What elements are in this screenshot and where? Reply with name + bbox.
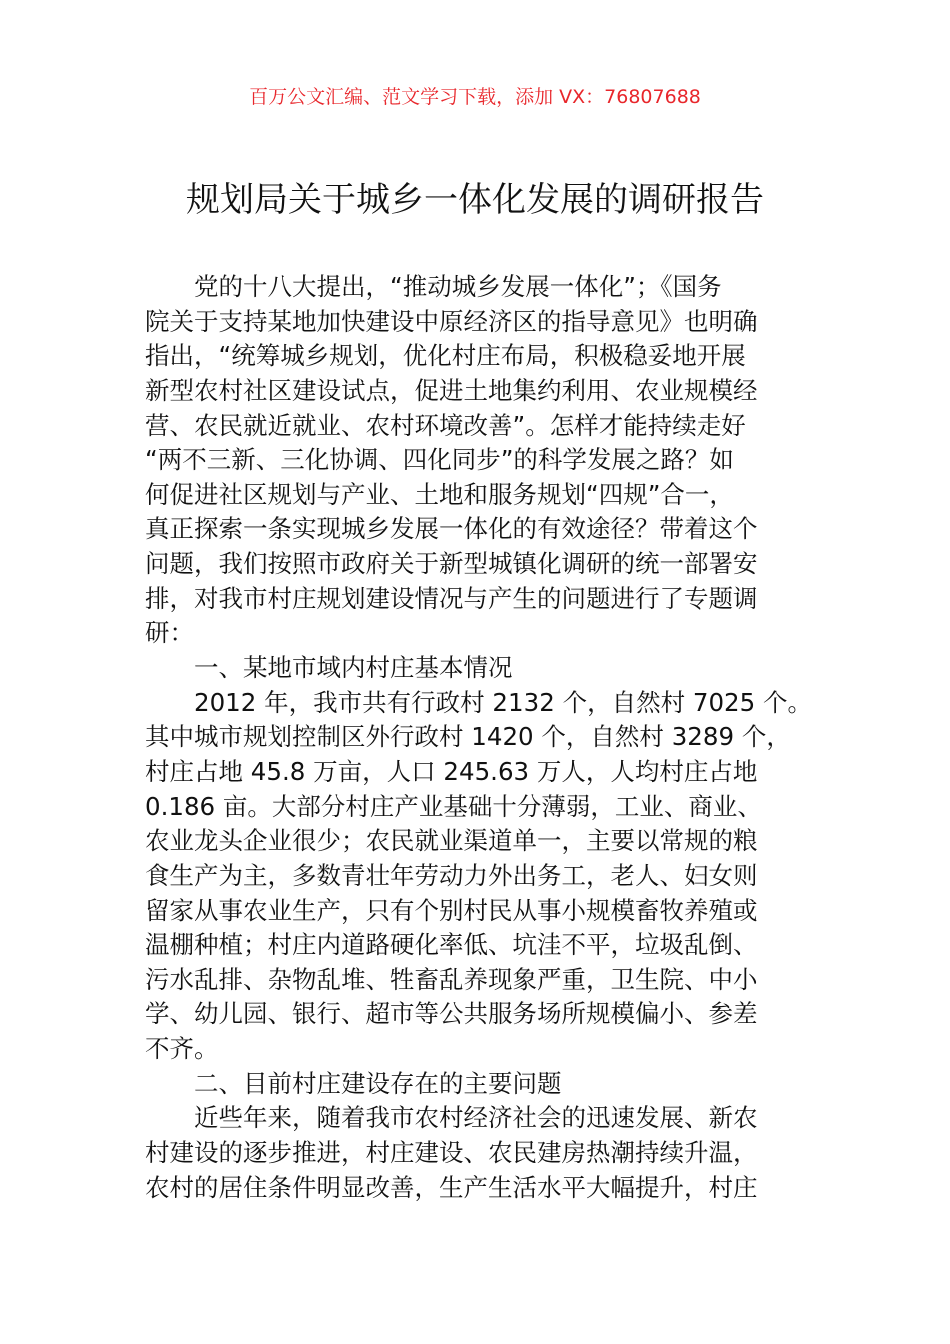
text-line: 营、农民就近就业、农村环境改善”。怎样才能持续走好: [145, 410, 746, 440]
text-line: 院关于支持某地加快建设中原经济区的指导意见》也明确: [145, 306, 758, 336]
text-line: 食生产为主，多数青壮年劳动力外出务工，老人、妇女则: [145, 860, 758, 890]
section-heading: 一、某地市域内村庄基本情况: [145, 653, 513, 683]
text-line: 其中城市规划控制区外行政村 1420 个，自然村 3289 个，: [145, 722, 791, 752]
text-line: 不齐。: [145, 1034, 219, 1064]
text-line: 农村的居住条件明显改善，生产生活水平大幅提升，村庄: [145, 1172, 758, 1202]
text-line: 0.186 亩。大部分村庄产业基础十分薄弱，工业、商业、: [145, 791, 762, 821]
text-line: 指出，“统筹城乡规划，优化村庄布局，积极稳妥地开展: [145, 341, 746, 371]
text-line: 2012 年，我市共有行政村 2132 个，自然村 7025 个。: [145, 687, 812, 717]
text-line: 村庄占地 45.8 万亩，人口 245.63 万人，人均村庄占地: [145, 756, 758, 786]
text-line: 污水乱排、杂物乱堆、牲畜乱养现象严重，卫生院、中小: [145, 964, 758, 994]
text-line: 问题，我们按照市政府关于新型城镇化调研的统一部署安: [145, 549, 758, 579]
text-line: 近些年来，随着我市农村经济社会的迅速发展、新农: [145, 1103, 758, 1133]
text-line: 新型农村社区建设试点，促进土地集约利用、农业规模经: [145, 375, 758, 405]
text-line: 真正探索一条实现城乡发展一体化的有效途径？带着这个: [145, 514, 758, 544]
text-line: 留家从事农业生产，只有个别村民从事小规模畜牧养殖或: [145, 895, 758, 925]
document-body: [145, 270, 825, 1205]
text-line: 何促进社区规划与产业、土地和服务规划“四规”合一，: [145, 479, 734, 509]
text-line: 学、幼儿园、银行、超市等公共服务场所规模偏小、参差: [145, 999, 758, 1029]
text-line: 排，对我市村庄规划建设情况与产生的问题进行了专题调: [145, 583, 758, 613]
text-line: “两不三新、三化协调、四化同步”的科学发展之路？如: [145, 445, 734, 475]
text-line: 村建设的逐步推进，村庄建设、农民建房热潮持续升温，: [145, 1138, 758, 1168]
text-line: 研：: [145, 618, 194, 648]
text-line: 党的十八大提出，“推动城乡发展一体化”；《国务: [145, 272, 722, 301]
watermark-header: 百万公文汇编、范文学习下载，添加 VX：76807688: [249, 86, 701, 108]
document-title: 规划局关于城乡一体化发展的调研报告: [186, 180, 764, 220]
text-line: 温棚种植；村庄内道路硬化率低、坑洼不平，垃圾乱倒、: [145, 930, 758, 960]
section-heading: 二、目前村庄建设存在的主要问题: [145, 1068, 562, 1098]
text-line: 农业龙头企业很少；农民就业渠道单一，主要以常规的粮: [145, 826, 758, 856]
